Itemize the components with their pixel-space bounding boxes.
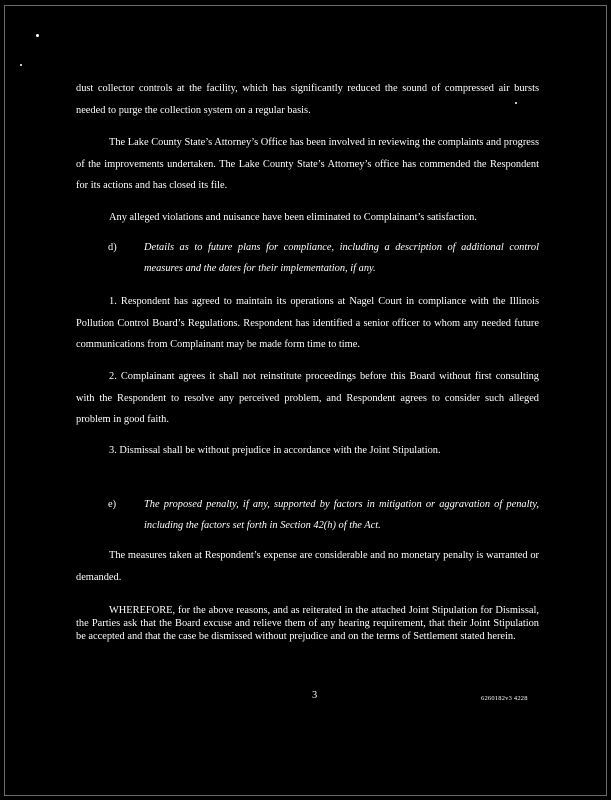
paragraph-violations-eliminated: Any alleged violations and nuisance have been eliminated to Complainant’s satisfaction. bbox=[109, 212, 477, 223]
item-d-heading: Details as to future plans for compliance, including a description of additional control measures and the dates for their implementation, if any. bbox=[144, 242, 539, 274]
document-id: 6260182v3 4228 bbox=[481, 695, 528, 702]
item-e-heading: The proposed penalty, if any, supported by factors in mitigation or aggravation of penalty, including the factors set forth in Section 42(h) of the Act. bbox=[144, 499, 539, 531]
scan-speck bbox=[36, 34, 39, 37]
paragraph-compliance-3: 3. Dismissal shall be without prejudice in accordance with the Joint Stipulation. bbox=[109, 445, 441, 456]
item-e bbox=[108, 494, 539, 536]
paragraph-compliance-1: 1. Respondent has agreed to maintain its operations at Nagel Court in compliance with the Illinois Pollution Control Board’s Regulations. Respondent has identified a senior officer to whom any needed future communications from Complainant may be made form time to time. bbox=[76, 296, 539, 350]
item-d bbox=[108, 237, 539, 279]
paragraph-compliance-2: 2. Complainant agrees it shall not reinstitute proceedings before this Board without first consulting with the Respondent to resolve any perceived problem, and Respondent agrees to consider such alleged problem in good faith. bbox=[76, 371, 539, 425]
paragraph-wherefore: WHEREFORE, for the above reasons, and as reiterated in the attached Joint Stipulation for Dismissal, the Parties ask that the Board excuse and relieve them of any hearing requirement, that their Joint Stipulation be accepted and that the case be dismissed without prejudice and on the terms of Settlement stated herein. bbox=[76, 605, 539, 642]
paragraph-dust-collector: dust collector controls at the facility, which has significantly reduced the sound of compressed air bursts needed to purge the collection system on a regular basis. bbox=[76, 83, 539, 116]
paragraph-attorney-office: The Lake County State’s Attorney’s Office has been involved in reviewing the complaints and progress of the improvements undertaken. The Lake County State’s Attorney’s office has commended the Respondent for its actions and has closed its file. bbox=[76, 137, 539, 191]
paragraph-penalty: The measures taken at Respondent’s expense are considerable and no monetary penalty is warranted or demanded. bbox=[76, 550, 539, 583]
item-e-marker: e) bbox=[108, 499, 117, 510]
page-number: 3 bbox=[312, 690, 318, 701]
item-d-marker: d) bbox=[108, 242, 117, 253]
scan-speck bbox=[20, 64, 22, 66]
